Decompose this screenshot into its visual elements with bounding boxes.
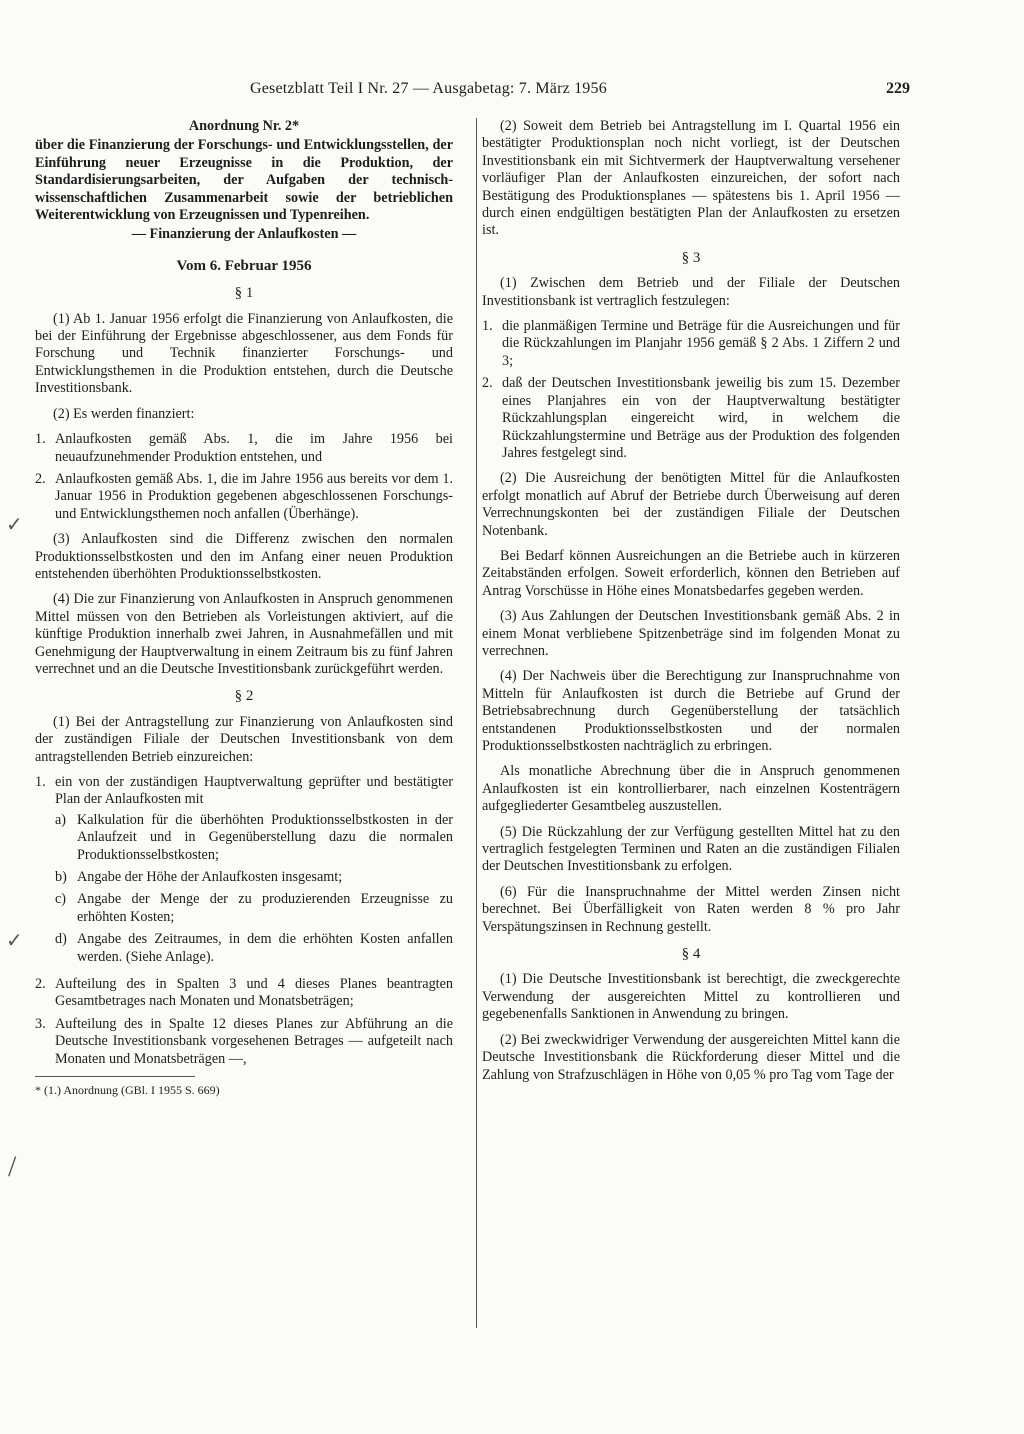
list-number: 2. (35, 470, 46, 487)
list-item-body (55, 774, 453, 971)
page-number: 229 (886, 80, 910, 97)
sublist-text: Angabe der Menge der zu produzierenden Erzeugnisse zu erhöhten Kosten; (77, 891, 453, 925)
paragraph: (4) Der Nachweis über die Berechtigung zur Inanspruchnahme von Mitteln für Anlaufkosten ist durch die Betriebe auf Grund der Betriebsabrechnung durch Gegenüberstellung der tatsächlich entstandenen Produktionsselbstkosten und der normalen Produktionsselbstkosten nachträglich zu erbringen. (482, 668, 900, 754)
list-item (482, 375, 900, 462)
list-text: Anlaufkosten gemäß Abs. 1, die im Jahre 1956 aus bereits vor dem 1. Januar 1956 in Produktion gegebenen abgeschlossenen Forschungs- und Entwicklungsthemen noch anfallen (Überhänge). (55, 470, 453, 522)
footnote: * (1.) Anordnung (GBl. I 1955 S. 669) (35, 1083, 220, 1098)
list-text: Aufteilung des in Spalte 12 dieses Planes zur Abführung an die Deutsche Investitionsbank vorgesehenen Betrages — aufgeteilt nach Monaten und Monatsbeträgen —, (55, 1015, 453, 1067)
right-column (482, 118, 900, 1092)
paragraph: (6) Für die Inanspruchnahme der Mittel werden Zinsen nicht berechnet. Bei Überfälligkeit von Raten werden 8 % pro Jahr Verspätungszinsen in Rechnung gestellt. (482, 883, 900, 935)
paragraph: (5) Die Rückzahlung der zur Verfügung gestellten Mittel hat zu den vertraglich festgelegten Terminen und Raten an die zuständigen Filialen der Deutschen Investitionsbank zu erfolgen. (482, 823, 900, 875)
numbered-list (35, 774, 453, 1068)
paragraph: (1) Die Deutsche Investitionsbank ist berechtigt, die zweckgerechte Verwendung der ausgereichten Mittel zu kontrollieren und gegebenenfalls Sanktionen in Anwendung zu bringen. (482, 971, 900, 1023)
sublist-item (55, 931, 453, 966)
sublist-letter: a) (55, 811, 67, 828)
list-item (35, 1016, 453, 1068)
sublist-text: Angabe der Höhe der Anlaufkosten insgesamt; (77, 869, 343, 886)
paragraph: (1) Bei der Antragstellung zur Finanzierung von Anlaufkosten sind der zuständigen Filiale der Deutschen Investitionsbank von dem antragstellenden Betrieb einzureichen: (35, 713, 453, 765)
sublist-item (55, 869, 453, 886)
sublist-text: Kalkulation für die überhöhten Produktionsselbstkosten in der Anlaufzeit und in Gegenüberstellung dazu die normalen Produktionsselbstkosten; (77, 811, 453, 863)
header-title: Gesetzblatt Teil I Nr. 27 — Ausgabetag: 7. März 1956 (250, 80, 607, 97)
margin-check-mark: ✓ (6, 514, 23, 536)
list-item (35, 976, 453, 1011)
sublist-letter: b) (55, 869, 67, 886)
list-text: ein von der zuständigen Hauptverwaltung geprüfter und bestätigter Plan der Anlaufkosten mit (55, 774, 453, 808)
paragraph: (1) Zwischen dem Betrieb und der Filiale der Deutschen Investitionsbank ist vertraglich festzulegen: (482, 275, 900, 309)
paragraph: (3) Anlaufkosten sind die Differenz zwischen den normalen Produktionsselbstkosten und den im Anfang einer neuen Produktion entstehenden überhöhten Produktionsselbstkosten. (35, 531, 453, 582)
margin-check-mark: ✓ (6, 930, 23, 952)
section-heading: § 1 (234, 285, 254, 302)
footnote-rule (35, 1076, 195, 1077)
list-number: 2. (35, 976, 46, 993)
paragraph: (2) Bei zweckwidriger Verwendung der ausgereichten Mittel kann die Deutsche Investitionsbank die Rückforderung dieser Mittel und die Zahlung von Strafzuschlägen in Höhe von 0,05 % pro Tag vom Tage der (482, 1031, 900, 1083)
ordinance-title: Anordnung Nr. 2* (188, 118, 300, 134)
list-item (35, 471, 453, 523)
list-number: 1. (482, 318, 493, 335)
paragraph: Bei Bedarf können Ausreichungen an die Betriebe auch in kürzeren Zeitabständen erfolgen. Soweit erforderlich, können den Betrieben auf Antrag Vorschüsse in Höhe eines Monatsbedarfes gegeben werden. (482, 547, 900, 599)
sublist-text: Angabe des Zeitraumes, in dem die erhöhten Kosten anfallen werden. (Siehe Anlage). (77, 931, 453, 965)
list-number: 1. (35, 774, 46, 790)
paragraph: (4) Die zur Finanzierung von Anlaufkosten in Anspruch genommenen Mittel müssen von den Betrieben als Vorleistungen aktiviert, auf die künftige Produktion innerhalb zwei Jahren, in Ausnahmefällen und mit Genehmigung der Hauptverwaltung in einem Zeitraum bis zu fünf Jahren verrechnet und an die Deutsche Investitionsbank zurückgeführt werden. (35, 591, 453, 677)
section-heading: § 2 (234, 688, 254, 705)
sublist-item (55, 812, 453, 864)
paragraph: (3) Aus Zahlungen der Deutschen Investitionsbank gemäß Abs. 2 in einem Monat verbliebene Spitzenbeträge sind im folgenden Monat zu verrechnen. (482, 608, 900, 659)
paragraph: (2) Soweit dem Betrieb bei Antragstellung im I. Quartal 1956 ein bestätigter Produktionsplan noch nicht vorliegt, ist der Deutschen Investitionsbank ein mit Sichtvermerk der Hauptverwaltung versehener vorläufiger Plan der Anlaufkosten einzureichen, der sofort nach Bestätigung des Produktionsplanes — spätestens bis 1. April 1956 — durch einen endgültigen bestätigten Plan der Anlaufkosten zu ersetzen ist. (482, 118, 900, 239)
list-number: 2. (482, 375, 493, 392)
list-item (35, 431, 453, 466)
numbered-list (35, 431, 453, 523)
list-item (35, 774, 453, 971)
margin-slash-mark: / (8, 1150, 17, 1183)
list-number: 3. (35, 1015, 46, 1032)
list-text: Aufteilung des in Spalten 3 und 4 dieses Planes beantragten Gesamtbetrages nach Monaten und Monatsbeträgen; (55, 976, 453, 1010)
sublist-letter: c) (55, 891, 67, 908)
column-divider (476, 118, 477, 1328)
left-column (35, 118, 453, 1100)
sublist-item (55, 891, 453, 926)
list-number: 1. (35, 431, 46, 448)
paragraph: (2) Es werden finanziert: (53, 405, 195, 422)
list-item (482, 318, 900, 370)
list-text: daß der Deutschen Investitionsbank jeweilig bis zum 15. Dezember eines Planjahres ein von der Hauptverwaltung bestätigter Rückzahlungsplan eingereicht wird, in welchem die Rückzahlungstermine und Beträge aus der Produktion des folgenden Jahres festgelegt sind. (502, 375, 900, 461)
numbered-list (482, 318, 900, 462)
paragraph: Als monatliche Abrechnung über die in Anspruch genommenen Anlaufkosten ist ein kontrollierbarer, nach einzelnen Kostenträgern aufgegliederter Gesamtbeleg auszustellen. (482, 763, 900, 815)
paragraph: (2) Die Ausreichung der benötigten Mittel für die Anlaufkosten erfolgt monatlich auf Abruf der Betriebe durch Überweisung auf deren Verrechnungskonten bei der zuständigen Filiale der Deutschen Notenbank. (482, 470, 900, 539)
paragraph: (1) Ab 1. Januar 1956 erfolgt die Finanzierung von Anlaufkosten, die bei der Einführung der Ergebnisse abgeschlossener, aus dem Fonds für Forschung und Technik finanzierter Forschungs- und Entwicklungsthemen in die Produktion entstehen, durch die Deutsche Investitionsbank. (35, 310, 453, 397)
list-text: die planmäßigen Termine und Beträge für die Ausreichungen und für die Rückzahlungen im Planjahr 1956 gemäß § 2 Abs. 1 Ziffern 2 und 3; (502, 318, 900, 369)
section-heading: § 3 (681, 249, 701, 266)
section-heading: § 4 (681, 946, 701, 963)
sublist-letter: d) (55, 931, 67, 948)
page-header (30, 80, 910, 108)
list-text: Anlaufkosten gemäß Abs. 1, die im Jahre 1956 bei neuaufzunehmender Produktion entstehen, und (55, 431, 453, 465)
ordinance-subject: über die Finanzierung der Forschungs- und Entwicklungsstellen, der Einführung neuer Erzeugnisse in die Produktion, der Standardisierungsarbeiten, der Aufgaben der technisch-wissenschaftlichen Zusammenarbeit sowie der betrieblichen Weiterentwicklung von Erzeugnissen und Typenreihen. (35, 137, 453, 224)
ordinance-date: Vom 6. Februar 1956 (176, 257, 312, 274)
lettered-sublist (55, 812, 453, 966)
ordinance-subtitle: — Finanzierung der Anlaufkosten — (131, 226, 357, 243)
